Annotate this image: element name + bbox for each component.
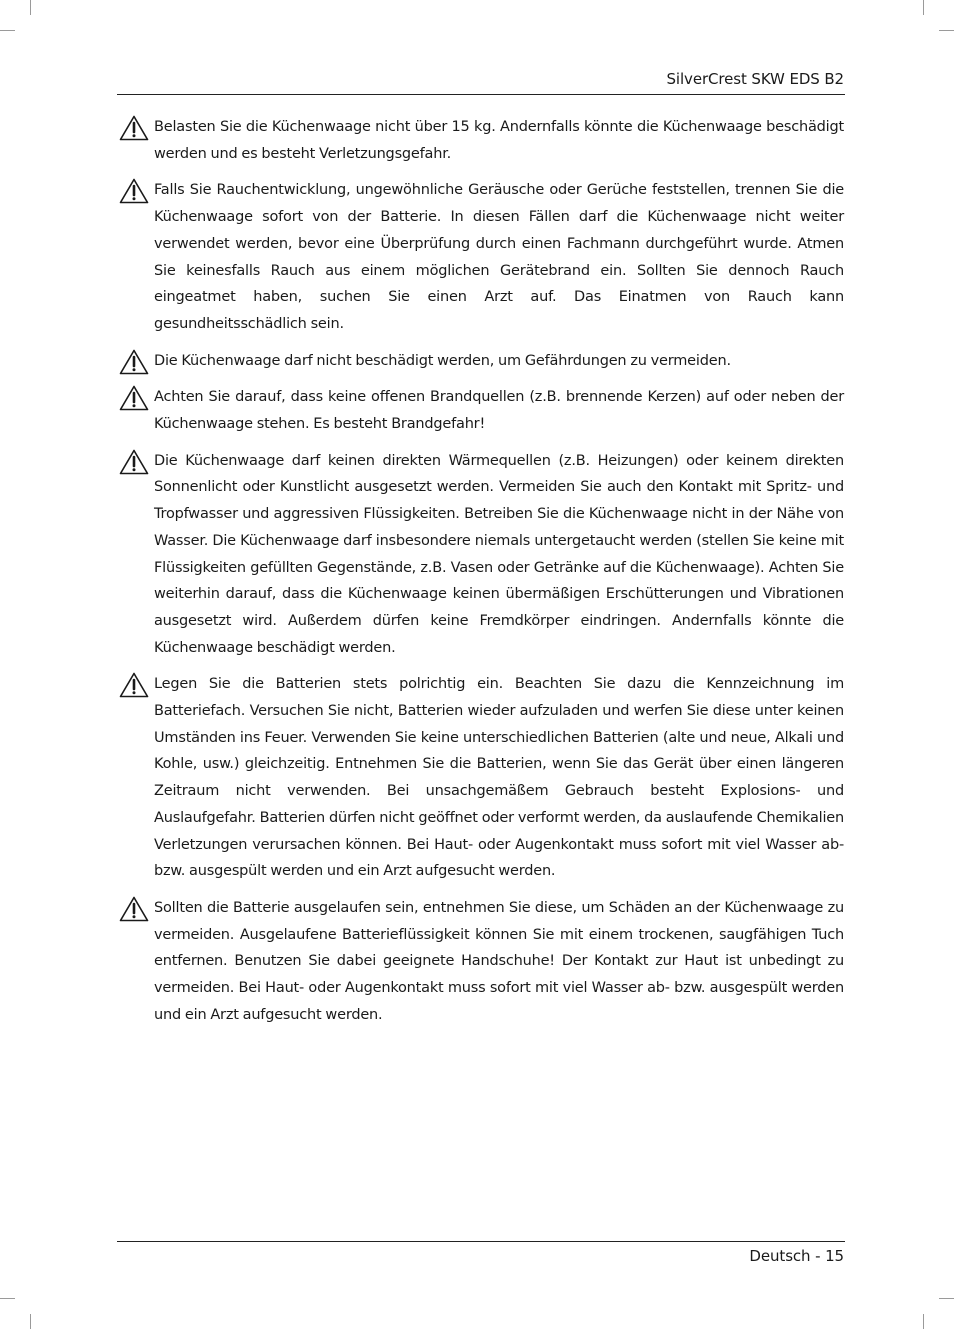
warning-triangle-icon — [119, 449, 149, 475]
warning-item — [117, 114, 844, 167]
crop-mark — [923, 0, 924, 15]
crop-mark — [30, 1314, 31, 1329]
warning-item — [117, 177, 844, 337]
warning-item — [117, 384, 844, 437]
warning-text: Legen Sie die Batterien stets polrichtig ein. Beachten Sie dazu die Kennzeichnung im Batteriefach. Versuchen Sie nicht, Batterien wieder aufzuladen und werfen Sie diese unter keinen Umständen ins Feuer. Verwenden Sie keine unterschiedlichen Batterien (alte und neue, Alkali und Kohle, usw.) gleichzeitig. Entnehmen Sie die Batterien, wenn Sie das Gerät über einen längeren Zeitraum nicht verwenden. Bei unsachgemäßem Gebrauch besteht Explosions- und Auslaufgefahr. Batterien dürfen nicht geöffnet oder verformt werden, da auslaufende Chemikalien Verletzungen verursachen können. Bei Haut- oder Augenkontakt muss sofort mit viel Wasser ab- bzw. ausgespült werden und ein Arzt aufgesucht werden. — [154, 676, 844, 880]
warning-triangle-icon — [119, 385, 149, 411]
warning-text: Falls Sie Rauchentwicklung, ungewöhnliche Geräusche oder Gerüche feststellen, trennen Sie die Küchenwaage sofort von der Batterie. In diesen Fällen darf die Küchenwaage nicht weiter verwendet werden, bevor eine Überprüfung durch einen Fachmann durchgeführt wurde. Atmen Sie keinesfalls Rauch aus einem möglichen Gerätebrand ein. Sollten Sie dennoch Rauch eingeatmet haben, suchen Sie einen Arzt auf. Das Einatmen von Rauch kann gesundheitsschädlich sein. — [154, 182, 844, 332]
warning-text: Die Küchenwaage darf keinen direkten Wärmequellen (z.B. Heizungen) oder keinem direkten Sonnenlicht oder Kunstlicht ausgesetzt werden. Vermeiden Sie auch den Kontakt mit Spritz- und Tropfwasser und aggressiven Flüssigkeiten. Betreiben Sie die Küchenwaage nicht in der Nähe von Wasser. Die Küchenwaage darf insbesondere niemals untergetaucht werden (stellen Sie keine mit Flüssigkeiten gefüllten Gegenstände, z.B. Vasen oder Getränke auf die Küchenwaage). Achten Sie weiterhin darauf, dass die Küchenwaage keinen übermäßigen Erschütterungen und Vibrationen ausgesetzt wird. Außerdem dürfen keine Fremdkörper eindringen. Andernfalls könnte die Küchenwaage beschädigt werden. — [154, 452, 844, 656]
crop-mark — [30, 0, 31, 15]
crop-mark — [0, 1298, 15, 1299]
warning-text: Die Küchenwaage darf nicht beschädigt werden, um Gefährdungen zu vermeiden. — [154, 352, 731, 369]
crop-mark — [939, 1298, 954, 1299]
crop-mark — [923, 1314, 924, 1329]
warning-triangle-icon — [119, 349, 149, 375]
warning-text: Sollten die Batterie ausgelaufen sein, entnehmen Sie diese, um Schäden an der Küchenwaage zu vermeiden. Ausgelaufene Batterieflüssigkeit können Sie mit einem trockenen, saugfähigen Tuch entfernen. Benutzen Sie dabei geeignete Handschuhe! Der Kontakt zur Haut ist unbedingt zu vermeiden. Bei Haut- oder Augenkontakt muss sofort mit viel Wasser ab- bzw. ausgespült werden und ein Arzt aufgesucht werden. — [154, 899, 844, 1023]
header-divider — [117, 94, 845, 95]
warning-item — [117, 895, 844, 1029]
crop-mark — [939, 30, 954, 31]
page-header-title: SilverCrest SKW EDS B2 — [666, 70, 844, 88]
warning-triangle-icon — [119, 672, 149, 698]
page-number: Deutsch - 15 — [749, 1247, 844, 1265]
warning-triangle-icon — [119, 115, 149, 141]
warning-text: Belasten Sie die Küchenwaage nicht über 15 kg. Andernfalls könnte die Küchenwaage beschädigt werden und es besteht Verletzungsgefahr. — [154, 119, 844, 162]
warning-list — [117, 114, 844, 1039]
footer-divider — [117, 1241, 845, 1242]
warning-text: Achten Sie darauf, dass keine offenen Brandquellen (z.B. brennende Kerzen) auf oder neben der Küchenwaage stehen. Es besteht Brandgefahr! — [154, 389, 844, 433]
warning-item — [117, 448, 844, 662]
warning-triangle-icon — [119, 896, 149, 922]
warning-triangle-icon — [119, 178, 149, 204]
crop-mark — [0, 30, 15, 31]
warning-item — [117, 348, 844, 375]
warning-item — [117, 671, 844, 885]
